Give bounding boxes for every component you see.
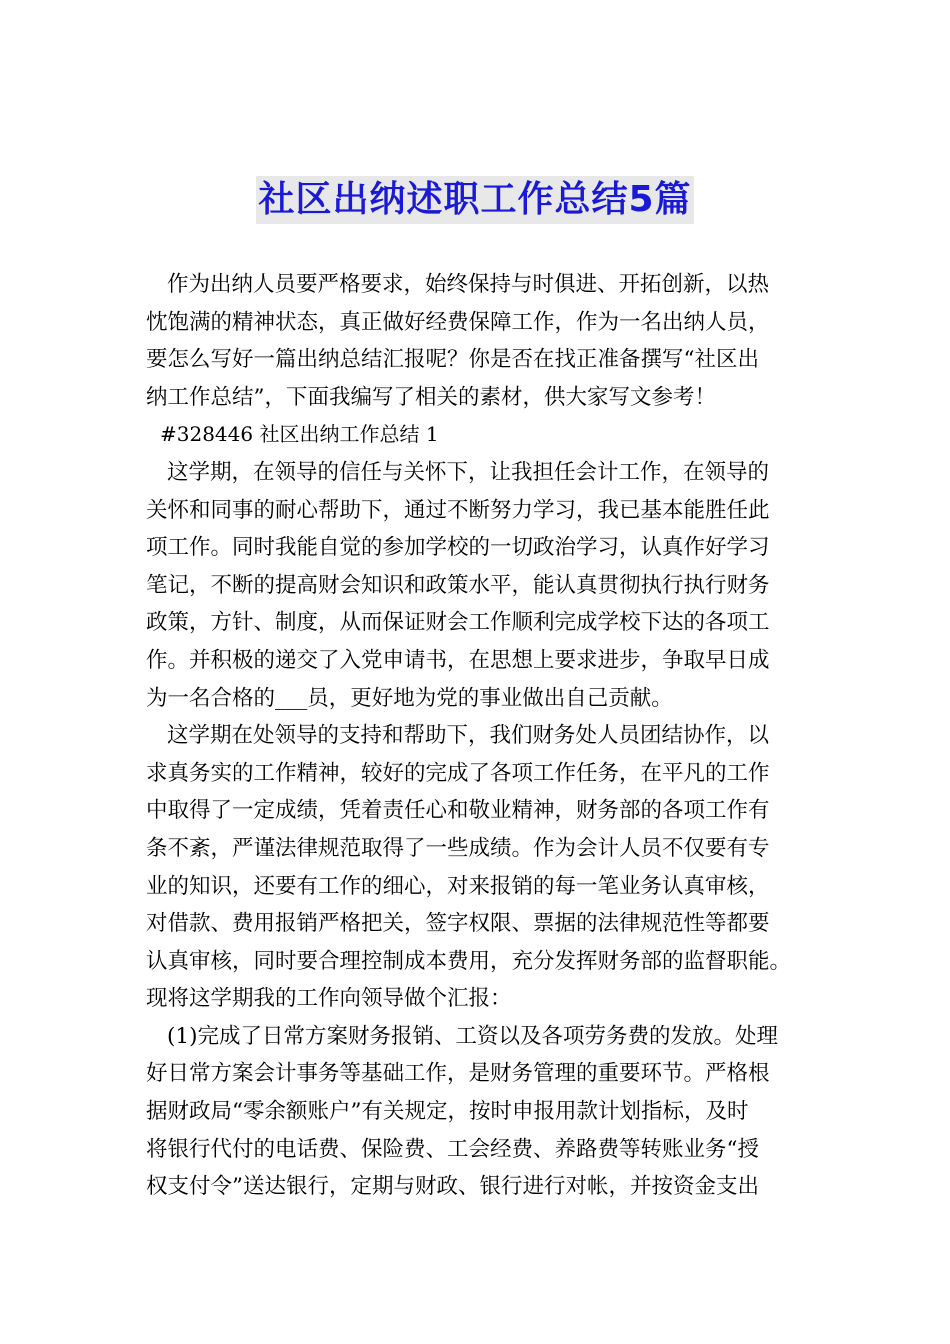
- document-body: [146, 266, 818, 1206]
- paragraph-line: 对借款、费用报销严格把关，签字权限、票据的法律规范性等都要: [146, 911, 770, 937]
- paragraph-line: 条不紊，严谨法律规范取得了一些成绩。作为会计人员不仅要有专: [146, 835, 770, 861]
- paragraph-line: 将银行代付的电话费、保险费、工会经费、养路费等转账业务“授: [146, 1136, 759, 1162]
- paragraph-line: 笔记，不断的提高财会知识和政策水平，能认真贯彻执行执行财务: [146, 572, 770, 598]
- intro-line: 纳工作总结”，下面我编写了相关的素材，供大家写文参考！: [146, 384, 716, 410]
- paragraph-line: 政策，方针、制度，从而保证财会工作顺利完成学校下达的各项工: [146, 610, 770, 636]
- paragraph-line: 这学期在处领导的支持和帮助下，我们财务处人员团结协作，以: [167, 723, 770, 749]
- intro-line: 忱饱满的精神状态，真正做好经费保障工作，作为一名出纳人员，: [146, 309, 770, 335]
- intro-line: 要怎么写好一篇出纳总结汇报呢？你是否在找正准备撰写“社区出: [146, 347, 759, 373]
- intro-line: 作为出纳人员要严格要求，始终保持与时俱进、开拓创新，以热: [167, 272, 770, 297]
- paragraph-1: [146, 454, 818, 717]
- paragraph-line: 现将这学期我的工作向领导做个汇报：: [146, 986, 512, 1012]
- section-heading: #328446 社区出纳工作总结 1: [160, 422, 439, 447]
- paragraph-line: 作。并积极的递交了入党申请书，在思想上要求进步，争取早日成: [146, 647, 770, 673]
- title-container: [0, 176, 950, 224]
- paragraph-line: 关怀和同事的耐心帮助下，通过不断努力学习，我已基本能胜任此: [146, 497, 770, 523]
- paragraph-line: 据财政局“零余额账户”有关规定，按时申报用款计划指标，及时: [146, 1099, 749, 1125]
- paragraph-line: 认真审核，同时要合理控制成本费用，充分发挥财务部的监督职能。: [146, 948, 792, 974]
- paragraph-line: 项工作。同时我能自觉的参加学校的一切政治学习，认真作好学习: [146, 535, 770, 561]
- paragraph-line: 权支付令”送达银行，定期与财政、银行进行对帐，并按资金支出: [146, 1174, 759, 1200]
- paragraph-2: [146, 717, 818, 1018]
- paragraph-line: 这学期，在领导的信任与关怀下，让我担任会计工作，在领导的: [167, 459, 770, 485]
- paragraph-3: [146, 1018, 818, 1206]
- paragraph-line: 好日常方案会计事务等基础工作，是财务管理的重要环节。严格根: [146, 1061, 770, 1087]
- paragraph-line: 求真务实的工作精神，较好的完成了各项工作任务，在平凡的工作: [146, 760, 770, 786]
- paragraph-line: 为一名合格的___员，更好地为党的事业做出自己贡献。: [146, 685, 673, 711]
- paragraph-line: 中取得了一定成绩，凭着责任心和敬业精神，财务部的各项工作有: [146, 798, 770, 824]
- paragraph-line: 业的知识，还要有工作的细心，对来报销的每一笔业务认真审核，: [146, 873, 770, 899]
- document-title: 社区出纳述职工作总结5篇: [256, 176, 693, 224]
- paragraph-line: (1)完成了日常方案财务报销、工资以及各项劳务费的发放。处理: [167, 1023, 778, 1049]
- intro-paragraph: [146, 266, 818, 416]
